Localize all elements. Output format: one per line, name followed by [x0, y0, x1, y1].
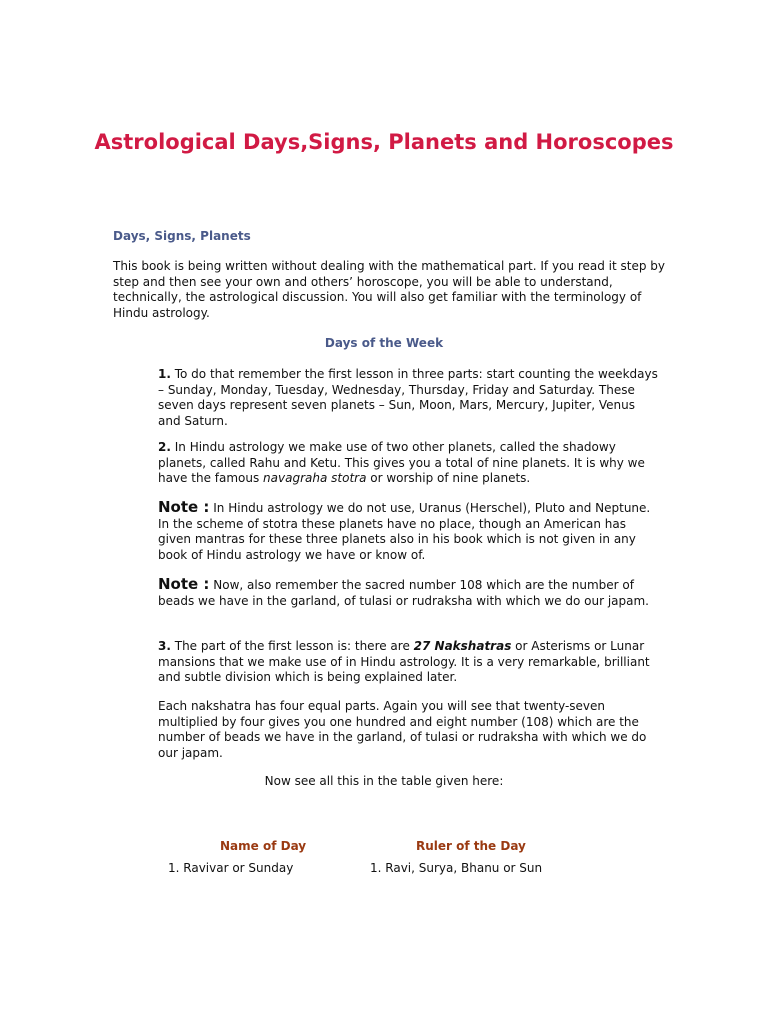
paragraph-number: 3.	[158, 639, 171, 653]
paragraph-text: or Asterisms or Lunar mansions that we make use of in Hindu astrology. It is a very remarkable, brilliant and subtle division which is being explained later.	[158, 639, 650, 684]
paragraph-text: The part of the first lesson is: there are	[170, 639, 414, 653]
intro-paragraph: This book is being written without dealing with the mathematical part. If you read it step by step and then see your own and others’ horoscope, you will be able to understand, technically, the astrological discussion. You will also get familiar with the terminology of Hindu astrology.	[113, 259, 666, 320]
table-header-name-of-day: Name of Day	[220, 839, 307, 853]
paragraph-text: In Hindu astrology we make use of two other planets, called the shadowy planets, called Rahu and Ketu. This gives you a total of nine planets. It is why we have the famous	[158, 440, 645, 485]
italic-term: navagraha stotra	[263, 471, 367, 485]
note-label: Note :	[158, 575, 210, 593]
note-text: In Hindu astrology we do not use, Uranus (Herschel), Pluto and Neptune. In the scheme of stotra these planets have no place, though an American has given mantras for these three planets also in his book which is not given in any book of Hindu astrology we have or know of.	[158, 501, 651, 562]
paragraph-3	[158, 639, 658, 686]
bold-italic-term: 27 Nakshatras	[413, 639, 512, 653]
note-1	[158, 500, 658, 563]
table-cell-ruler: 1. Ravi, Surya, Bhanu or Sun	[370, 861, 543, 875]
section-heading: Days, Signs, Planets	[113, 229, 251, 243]
note-label: Note :	[158, 498, 210, 516]
paragraph-1	[158, 367, 658, 429]
table-header-ruler-of-day: Ruler of the Day	[416, 839, 526, 853]
note-2	[158, 577, 658, 609]
page-title: Astrological Days,Signs, Planets and Horoscopes	[94, 130, 674, 154]
paragraph-text: or worship of nine planets.	[366, 471, 531, 485]
paragraph-5: Now see all this in the table given here:	[264, 774, 504, 788]
days-of-week-heading: Days of the Week	[324, 336, 444, 350]
paragraph-4: Each nakshatra has four equal parts. Again you will see that twenty-seven multiplied by four gives you one hundred and eight number (108) which are the number of beads we have in the garland, of tulasi or rudraksha with which we do our japam.	[158, 699, 647, 760]
paragraph-text: To do that remember the first lesson in three parts: start counting the weekdays – Sunday, Monday, Tuesday, Wednesday, Thursday, Friday and Saturday. These seven days represent seven planets – Sun, Moon, Mars, Mercury, Jupiter, Venus and Saturn.	[158, 367, 658, 428]
paragraph-number: 2.	[158, 440, 171, 454]
note-text: Now, also remember the sacred number 108 which are the number of beads we have in the garland, of tulasi or rudraksha with which we do our japam.	[158, 578, 649, 608]
paragraph-number: 1.	[158, 367, 171, 381]
table-cell-day: 1. Ravivar or Sunday	[168, 861, 294, 875]
paragraph-2	[158, 440, 658, 487]
